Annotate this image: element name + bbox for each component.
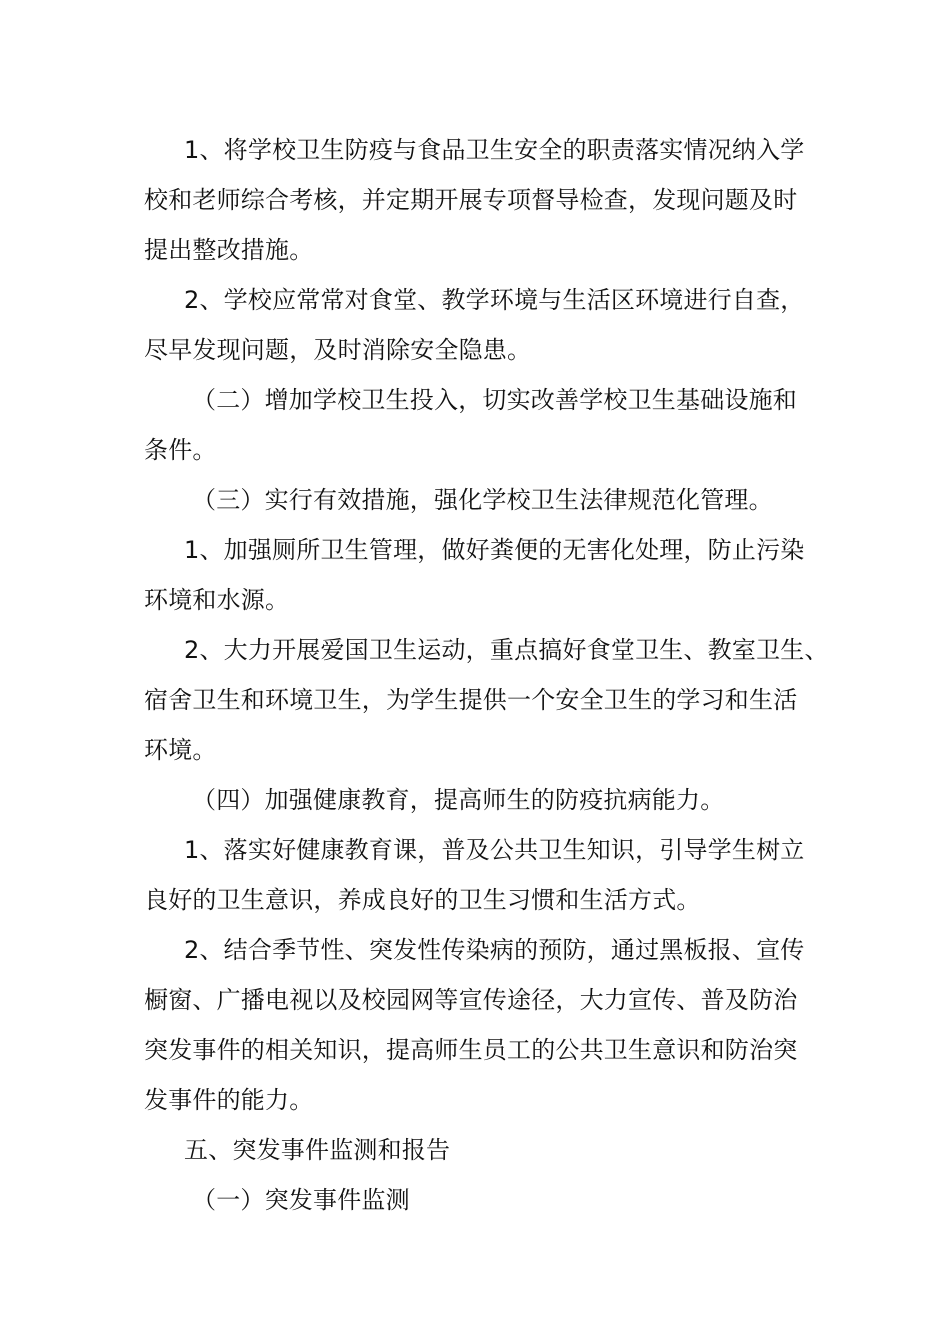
text-line: 1、落实好健康教育课，普及公共卫生知识，引导学生树立 [184, 836, 805, 864]
text-line: 1、加强厕所卫生管理，做好粪便的无害化处理，防止污染 [184, 536, 805, 564]
text-line: 2、学校应常常对食堂、教学环境与生活区环境进行自查， [184, 286, 805, 314]
section-heading: （一）突发事件监测 [192, 1186, 410, 1214]
text-line: 尽早发现问题，及时消除安全隐患。 [144, 336, 532, 364]
section-heading: （二）增加学校卫生投入，切实改善学校卫生基础设施和 [192, 386, 797, 414]
chapter-heading: 五、突发事件监测和报告 [184, 1136, 451, 1164]
text-line: 条件。 [144, 436, 217, 464]
text-line: 发事件的能力。 [144, 1086, 314, 1114]
text-line: 校和老师综合考核，并定期开展专项督导检查，发现问题及时 [144, 186, 798, 214]
section-heading: （三）实行有效措施，强化学校卫生法律规范化管理。 [192, 486, 773, 514]
text-line: 环境和水源。 [144, 586, 290, 614]
text-line: 环境。 [144, 736, 217, 764]
section-heading: （四）加强健康教育，提高师生的防疫抗病能力。 [192, 786, 725, 814]
text-line: 宿舍卫生和环境卫生，为学生提供一个安全卫生的学习和生活 [144, 686, 798, 714]
text-line: 突发事件的相关知识，提高师生员工的公共卫生意识和防治突 [144, 1036, 798, 1064]
text-line: 2、结合季节性、突发性传染病的预防，通过黑板报、宣传 [184, 936, 805, 964]
text-line: 1、将学校卫生防疫与食品卫生安全的职责落实情况纳入学 [184, 136, 805, 164]
text-line: 提出整改措施。 [144, 236, 314, 264]
text-line: 橱窗、广播电视以及校园网等宣传途径，大力宣传、普及防治 [144, 986, 798, 1014]
text-line: 良好的卫生意识，养成良好的卫生习惯和生活方式。 [144, 886, 701, 914]
text-line: 2、大力开展爱国卫生运动，重点搞好食堂卫生、教室卫生、 [184, 636, 829, 664]
